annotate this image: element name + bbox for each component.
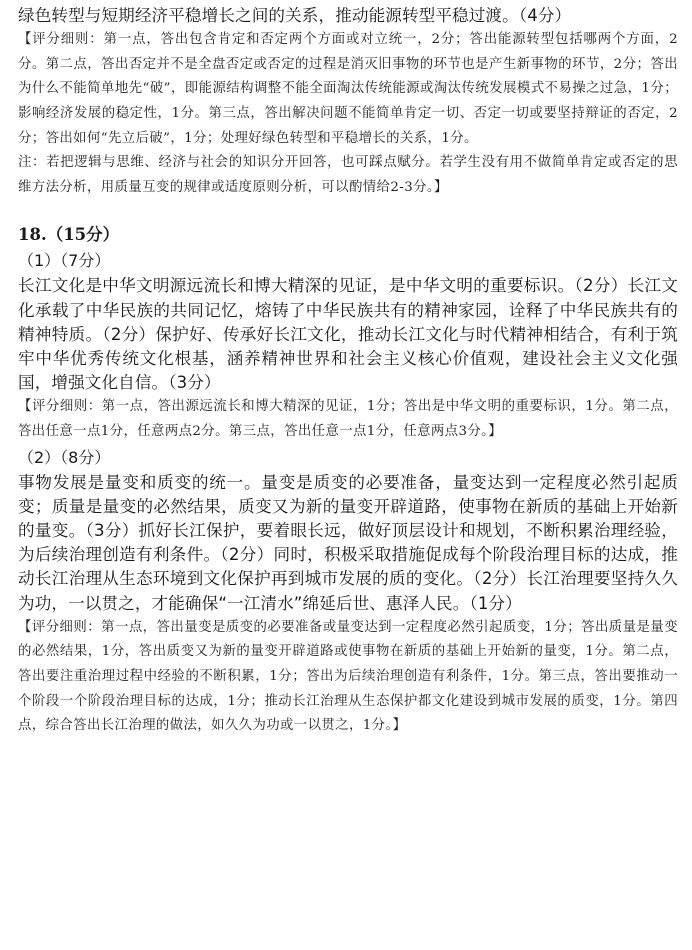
part2-scoring-note: 【评分细则：第一点，答出量变是质变的必要准备或量变达到一定程度必然引起质变，1分；答出质量是量变的必然结果，1分，答出质变又为新的量变开辟道路或使事物在新质的基础上开始新的量变，1分。第二点，答出要注重治理过程中经验的不断积累，1分；答出为后续治理创造有利条件，1分。第三点，答出要推动一个阶段一个阶段治理目标的达成，1分；推动长江治理从生态保护都文化建设到城市发展的质变，1分。第四点，综合答出长江治理的做法，如久久为功或一以贯之，1分。】 <box>18 619 678 734</box>
part1-answer: 长江文化是中华文明源远流长和博大精深的见证，是中华文明的重要标识。（2分）长江文化承载了中华民族的共同记忆，熔铸了中华民族共有的精神家园，诠释了中华民族共有的精神特质。（2分）保护好、传承好长江文化，推动长江文化与时代精神相结合，有利于筑牢中华优秀传统文化根基，涵养精神世界和社会主义核心价值观，建设社会主义文化强国，增强文化自信。（3分） <box>18 276 678 393</box>
scoring-note: 【评分细则：第一点，答出包含肯定和否定两个方面或对立统一，2分；答出能源转型包括哪两个方面，2分。第二点，答出否定并不是全盘否定或否定的过程是消灭旧事物的环节也是产生新事物的环节，2分；答出为什么不能简单地先“破”，即能源结构调整不能全面淘汰传统能源或淘汰传统发展模式不易操之过急，1分；影响经济发展的稳定性，1分。第三点，答出解决问题不能简单肯定一切、否定一切或要坚持辩证的否定，2分；答出如何“先立后破”，1分；处理好绿色转型和平稳增长的关系，1分。 <box>18 32 678 146</box>
section-gap <box>18 200 678 222</box>
intro-text: 绿色转型与短期经济平稳增长之间的关系，推动能源转型平稳过渡。（4分） <box>18 6 572 25</box>
part1-label: （1）（7分） <box>18 251 111 271</box>
scoring-note-extra: 注：若把逻辑与思维、经济与社会的知识分开回答，也可踩点赋分。若学生没有用不做简单肯定或否定的思维方法分析，用质量互变的规律或适度原则分析，可以酌情给2-3分。】 <box>18 155 678 195</box>
part2-label: （2）（8分） <box>18 447 111 467</box>
part2-answer: 事物发展是量变和质变的统一。量变是质变的必要准备，量变达到一定程度必然引起质变；质量是量变的必然结果，质变又为新的量变开辟道路，使事物在新质的基础上开始新的量变。（3分）抓好长江保护，要着眼长远，做好顶层设计和规划，不断积累治理经验，为后续治理创造有利条件。（2分）同时，积极采取措施促成每个阶段治理目标的达成，推动长江治理从生态环境到文化保护再到城市发展的质的变化。（2分）长江治理要坚持久久为功，一以贯之，才能确保“一江清水”绵延后世、惠泽人民。（1分） <box>18 472 678 613</box>
question-number: 18.（15分） <box>18 225 120 245</box>
part1-scoring-note: 【评分细则：第一点，答出源远流长和博大精深的见证，1分；答出是中华文明的重要标识，1分。第二点，答出任意一点1分，任意两点2分。第三点，答出任意一点1分，任意两点3分。】 <box>18 399 678 439</box>
